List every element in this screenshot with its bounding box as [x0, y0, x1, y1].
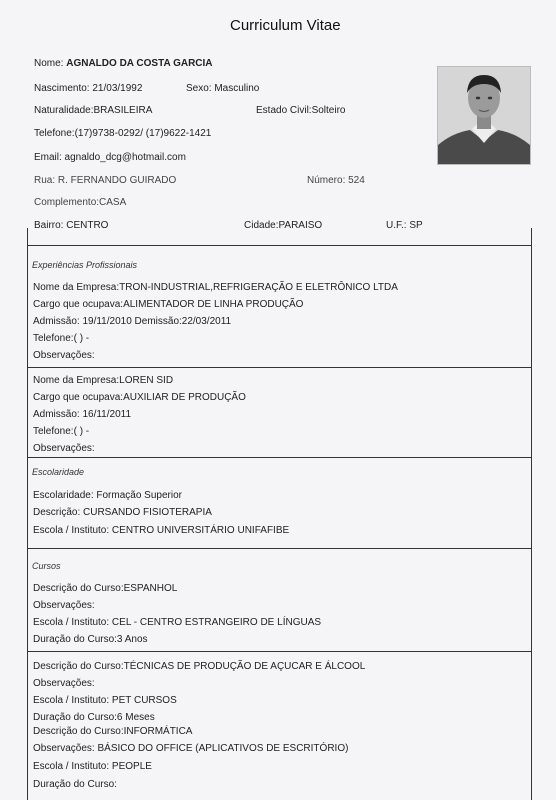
uf: U.F.: SP — [386, 220, 423, 231]
frame-right-line — [531, 228, 532, 800]
divider — [28, 548, 532, 549]
page-title: Curriculum Vitae — [230, 17, 341, 34]
exp2-telefone: Telefone:( ) - — [33, 426, 90, 437]
exp1-telefone: Telefone:( ) - — [33, 333, 90, 344]
curso3-escola: Escola / Instituto: PEOPLE — [33, 761, 152, 772]
divider — [28, 367, 532, 368]
telefone: Telefone:(17)9738-0292/ (17)9622-1421 — [34, 128, 212, 139]
numero: Número: 524 — [307, 175, 365, 186]
complemento: Complemento:CASA — [34, 197, 127, 208]
divider — [28, 651, 532, 652]
rua: Rua: R. FERNANDO GUIRADO — [34, 175, 177, 186]
bairro: Bairro: CENTRO — [34, 220, 109, 231]
exp1-admissao: Admissão: 19/11/2010 Demissão:22/03/2011 — [33, 316, 232, 327]
curso1-descricao: Descrição do Curso:ESPANHOL — [33, 583, 178, 594]
cidade: Cidade:PARAISO — [244, 220, 323, 231]
nascimento: Nascimento: 21/03/1992 — [34, 83, 143, 94]
curso1-duracao: Duração do Curso:3 Anos — [33, 634, 148, 645]
exp2-cargo: Cargo que ocupava:AUXILIAR DE PRODUÇÃO — [33, 392, 246, 403]
curso1-escola: Escola / Instituto: CEL - CENTRO ESTRANGEIRO DE LÍNGUAS — [33, 617, 322, 628]
nome-value: AGNALDO DA COSTA GARCIA — [66, 58, 213, 69]
exp1-observacoes: Observações: — [33, 350, 95, 361]
nome-label: Nome: — [34, 58, 64, 69]
estado-civil: Estado Civil:Solteiro — [256, 105, 346, 116]
section-escolaridade: Escolaridade — [32, 467, 85, 477]
email: Email: agnaldo_dcg@hotmail.com — [34, 152, 186, 163]
frame-left-line — [27, 228, 28, 800]
curso3-duracao: Duração do Curso: — [33, 779, 117, 790]
divider — [28, 457, 532, 458]
nome-row — [34, 58, 213, 70]
exp1-cargo: Cargo que ocupava:ALIMENTADOR DE LINHA PRODUÇÃO — [33, 299, 304, 310]
curso3-descricao: Descrição do Curso:INFORMÁTICA — [33, 726, 193, 737]
exp2-admissao: Admissão: 16/11/2011 — [33, 409, 132, 420]
naturalidade: Naturalidade:BRASILEIRA — [34, 105, 153, 116]
sexo: Sexo: Masculino — [186, 83, 260, 94]
curso3-observacoes: Observações: BÁSICO DO OFFICE (APLICATIVOS DE ESCRITÓRIO) — [33, 743, 349, 754]
curso2-descricao: Descrição do Curso:TÉCNICAS DE PRODUÇÃO DE AÇUCAR E ÁLCOOL — [33, 661, 366, 672]
exp2-empresa: Nome da Empresa:LOREN SID — [33, 375, 174, 386]
exp2-observacoes: Observações: — [33, 443, 95, 454]
curso2-escola: Escola / Instituto: PET CURSOS — [33, 695, 177, 706]
exp1-empresa: Nome da Empresa:TRON-INDUSTRIAL,REFRIGERAÇÃO E ELETRÔNICO LTDA — [33, 282, 398, 293]
escolaridade-descricao: Descrição: CURSANDO FISIOTERAPIA — [33, 507, 212, 518]
person-photo-icon — [438, 67, 530, 164]
escolaridade-nivel: Escolaridade: Formação Superior — [33, 490, 182, 501]
escolaridade-escola: Escola / Instituto: CENTRO UNIVERSITÁRIO UNIFAFIBE — [33, 525, 290, 536]
divider — [28, 245, 532, 246]
curso1-observacoes: Observações: — [33, 600, 95, 611]
curso2-observacoes: Observações: — [33, 678, 95, 689]
section-experiencias: Experiências Profissionais — [32, 260, 138, 270]
curso2-duracao: Duração do Curso:6 Meses — [33, 712, 155, 723]
section-cursos: Cursos — [32, 561, 61, 571]
profile-photo — [437, 66, 531, 165]
